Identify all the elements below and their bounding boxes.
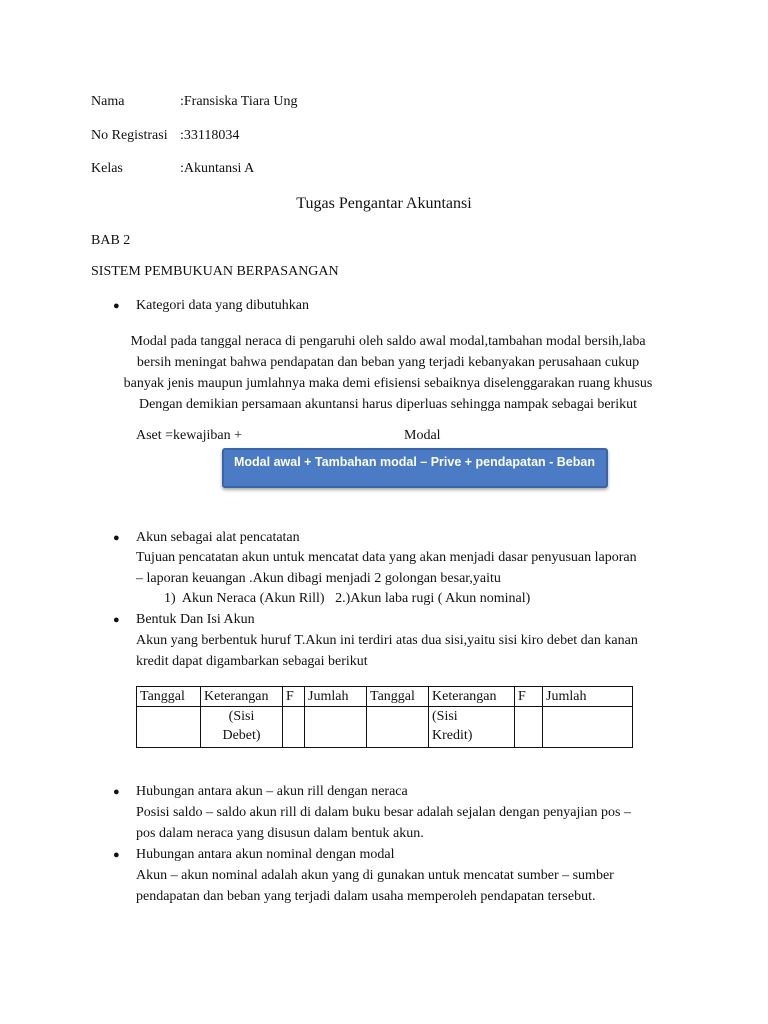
table-cell [515,707,543,748]
bullet2-numbered-list: 1) Akun Neraca (Akun Rill) 2.)Akun laba rugi ( Akun nominal) [164,591,531,606]
bullet4-heading: Hubungan antara akun – akun rill dengan neraca [136,784,408,799]
paragraph-line: bersih meningat bahwa pendapatan dan beban yang terjadi kebanyakan perusahaan cukup [136,355,640,370]
bullet1-heading: Kategori data yang dibutuhkan [136,298,310,313]
registrasi-label: No Registrasi [91,128,168,143]
equation-left: Aset =kewajiban + [136,428,242,443]
bullet-icon: ● [113,614,120,626]
section-title: SISTEM PEMBUKUAN BERPASANGAN [91,264,339,279]
bullet3-line: Akun yang berbentuk huruf T.Akun ini terdiri atas dua sisi,yaitu sisi kiro debet dan kanan [136,633,638,648]
table-cell [305,707,367,748]
paragraph-line: Dengan demikian persamaan akuntansi harus diperluas sehingga nampak sebagai berikut [138,397,637,412]
table-cell [367,707,429,748]
header-jumlah-debet: Jumlah [305,687,367,707]
nama-label: Nama [91,94,125,109]
bullet5-heading: Hubungan antara akun nominal dengan modal [136,847,395,862]
chapter-label: BAB 2 [91,233,131,248]
paragraph-line: Modal pada tanggal neraca di pengaruhi oleh saldo awal modal,tambahan modal bersih,laba [130,334,646,349]
credit-note-line: Kredit) [432,728,473,743]
bullet-icon: ● [113,532,120,544]
registrasi-value: :33118034 [180,128,240,143]
bullet5-line: pendapatan dan beban yang terjadi dalam usaha memperoleh pendapatan tersebut. [136,889,596,904]
bullet2-line: – laporan keuangan .Akun dibagi menjadi 2 golongan besar,yaitu [136,571,501,586]
table-cell [283,707,305,748]
bullet2-heading: Akun sebagai alat pencatatan [136,530,300,545]
paragraph-line: banyak jenis maupun jumlahnya maka demi efisiensi sebaiknya diselenggarakan ruang khusus [123,376,653,391]
debit-note-line: Debet) [222,728,261,743]
document-title: Tugas Pengantar Akuntansi [296,195,472,212]
formula-text: Modal awal + Tambahan modal – Prive + pendapatan - Beban [234,455,595,469]
debit-side-note [201,707,283,748]
table-row [137,707,633,748]
t-account-table [136,686,633,748]
credit-side-note [429,707,515,748]
bullet-icon: ● [113,300,120,312]
bullet-icon: ● [113,786,120,798]
credit-note-line: (Sisi [432,709,458,724]
bullet-icon: ● [113,849,120,861]
bullet1-paragraph [96,331,680,415]
bullet2-line: Tujuan pencatatan akun untuk mencatat data yang akan menjadi dasar penyusuan laporan [136,550,637,565]
header-keterangan-kredit: Keterangan [429,687,515,707]
bullet3-heading: Bentuk Dan Isi Akun [136,612,255,627]
table-cell [543,707,633,748]
header-f-kredit: F [515,687,543,707]
kelas-label: Kelas [91,161,123,176]
header-keterangan-debet: Keterangan [201,687,283,707]
nama-value: :Fransiska Tiara Ung [180,94,298,109]
bullet4-line: Posisi saldo – saldo akun rill di dalam buku besar adalah sejalan dengan penyajian pos – [136,805,631,820]
bullet3-line: kredit dapat digambarkan sebagai berikut [136,654,368,669]
table-header-row [137,687,633,707]
bullet4-line: pos dalam neraca yang disusun dalam bentuk akun. [136,826,424,841]
header-tanggal-debet: Tanggal [137,687,201,707]
equation-right: Modal [404,428,441,443]
header-f-debet: F [283,687,305,707]
kelas-value: :Akuntansi A [180,161,255,176]
table-cell [137,707,201,748]
header-jumlah-kredit: Jumlah [543,687,633,707]
formula-box [222,448,608,488]
header-tanggal-kredit: Tanggal [367,687,429,707]
debit-note-line: (Sisi [228,709,255,724]
bullet5-line: Akun – akun nominal adalah akun yang di gunakan untuk mencatat sumber – sumber [136,868,614,883]
